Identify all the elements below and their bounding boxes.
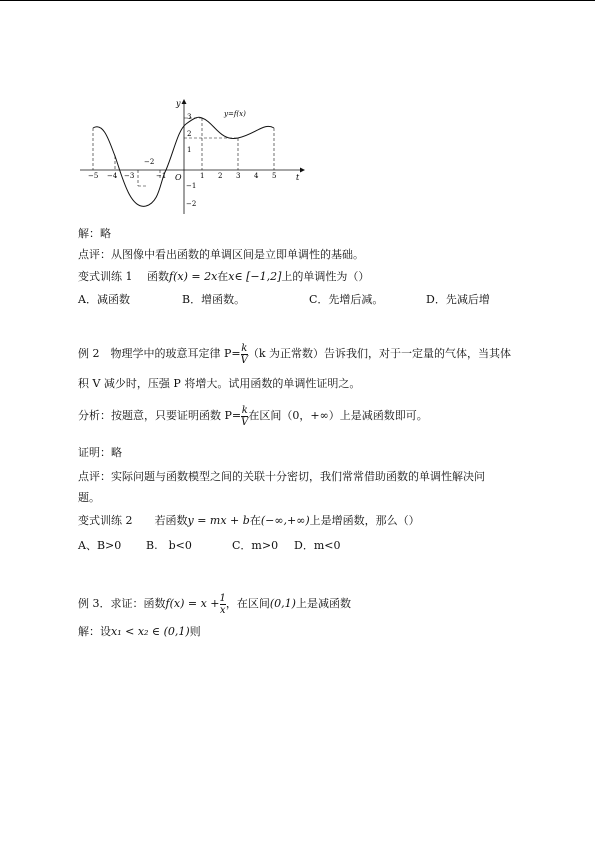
- option-c: C．先增后减。: [309, 293, 384, 306]
- analysis-prefix: 分析：按题意，只要证明函数 P=: [78, 409, 242, 422]
- option-d: D．m<0: [294, 539, 341, 552]
- solution-1: 解：略: [78, 227, 111, 240]
- x-extra-label: −2: [144, 158, 155, 166]
- top-rule: [0, 0, 595, 1]
- analysis-suffix: 在区间（0，+∞）上是减函数即可。: [248, 409, 428, 422]
- y-axis-label: y: [176, 99, 181, 108]
- y-tick-label: 1: [187, 146, 192, 154]
- x-tick-label: 5: [272, 172, 277, 180]
- solution3-prefix: 解：设: [78, 625, 111, 638]
- x-tick-label: −3: [124, 172, 135, 180]
- variant2-domain: (−∞,+∞): [260, 514, 310, 527]
- dashed-guides: [93, 118, 277, 186]
- fraction-numerator: k: [241, 404, 248, 416]
- x-tick-label: 2: [218, 172, 223, 180]
- analysis: [78, 404, 428, 428]
- variant2-mid: 在: [249, 514, 261, 527]
- variant-exercise-1: [78, 270, 369, 284]
- fraction-numerator: k: [241, 342, 248, 354]
- example-2-line-2: 积 V 减少时，压强 P 将增大。试用函数的单调性证明之。: [78, 377, 361, 390]
- variant1-domain: x∈ [−1,2]: [228, 270, 282, 283]
- y-tick-label: 3: [187, 113, 192, 121]
- x-axis-label: t: [296, 173, 300, 182]
- y-tick-label: −2: [186, 200, 197, 208]
- x-tick-label: 1: [200, 172, 205, 180]
- fraction-denominator: V: [241, 416, 249, 428]
- example3-suffix: 上是减函数: [295, 597, 351, 610]
- y-tick-label: 2: [187, 130, 192, 138]
- option-c: C．m>0: [232, 539, 279, 552]
- option-a: A、B>0: [78, 539, 122, 552]
- option-b: B. b<0: [146, 539, 192, 552]
- y-axis-arrow: [182, 99, 187, 104]
- curve-label: y=f(x): [224, 110, 246, 118]
- fraction-denominator: x: [219, 604, 226, 616]
- solution3-expression: x₁ < x₂ ∈ (0,1): [111, 625, 190, 638]
- example-3: [78, 590, 351, 618]
- example3-mid: ，在区间: [225, 597, 270, 610]
- function-graph: [78, 96, 308, 218]
- solution3-suffix: 则: [189, 625, 201, 638]
- x-tick-label: −1: [156, 172, 167, 180]
- fraction-numerator: 1: [219, 592, 226, 604]
- variant2-suffix: 上是增函数，那么（）: [309, 514, 420, 527]
- comment-1: 点评：从图像中看出函数的单调区间是立即单调性的基础。: [78, 248, 364, 261]
- options-2: [78, 539, 378, 553]
- origin-label: O: [175, 173, 182, 182]
- option-b: B．增函数。: [182, 293, 246, 306]
- example3-function: f(x) = x +: [165, 597, 220, 610]
- x-tick-label: 3: [236, 172, 241, 180]
- x-tick-label: 4: [254, 172, 259, 180]
- comment-2-line-1: 点评：实际问题与函数模型之间的关联十分密切，我们常常借助函数的单调性解决问: [78, 470, 485, 483]
- y-tick-labels: [186, 113, 196, 208]
- variant2-function: y = mx + b: [187, 514, 250, 527]
- variant2-prefix: 变式训练 2 若函数: [78, 514, 188, 527]
- example3-interval: (0,1): [269, 597, 296, 610]
- option-a: A．减函数: [78, 293, 130, 306]
- example2-suffix: （k 为正常数）告诉我们，对于一定量的气体，当其体: [247, 347, 512, 360]
- variant1-suffix: 上的单调性为（）: [281, 270, 370, 283]
- options-1: [78, 293, 518, 307]
- example2-prefix: 例 2 物理学中的玻意耳定律 P=: [78, 347, 241, 360]
- variant1-prefix: 变式训练 1 函数: [78, 270, 169, 283]
- variant1-mid: 在: [217, 270, 229, 283]
- function-curve: [93, 117, 277, 206]
- comment-2-line-2: 题。: [78, 491, 100, 504]
- variant-exercise-2: [78, 514, 420, 528]
- k-over-v-fraction: [241, 343, 248, 366]
- fraction-denominator: V: [240, 354, 248, 366]
- option-d: D．先减后增: [426, 293, 490, 306]
- x-axis-arrow: [300, 168, 305, 173]
- example3-prefix: 例 3．求证：函数: [78, 597, 166, 610]
- x-tick-label: −5: [88, 172, 99, 180]
- variant1-function: f(x) = 2x: [169, 270, 218, 283]
- x-tick-label: −4: [107, 172, 118, 180]
- solution-3: [78, 625, 201, 639]
- proof: 证明：略: [78, 446, 122, 459]
- y-tick-label: −1: [186, 182, 197, 190]
- example-2: [78, 342, 511, 366]
